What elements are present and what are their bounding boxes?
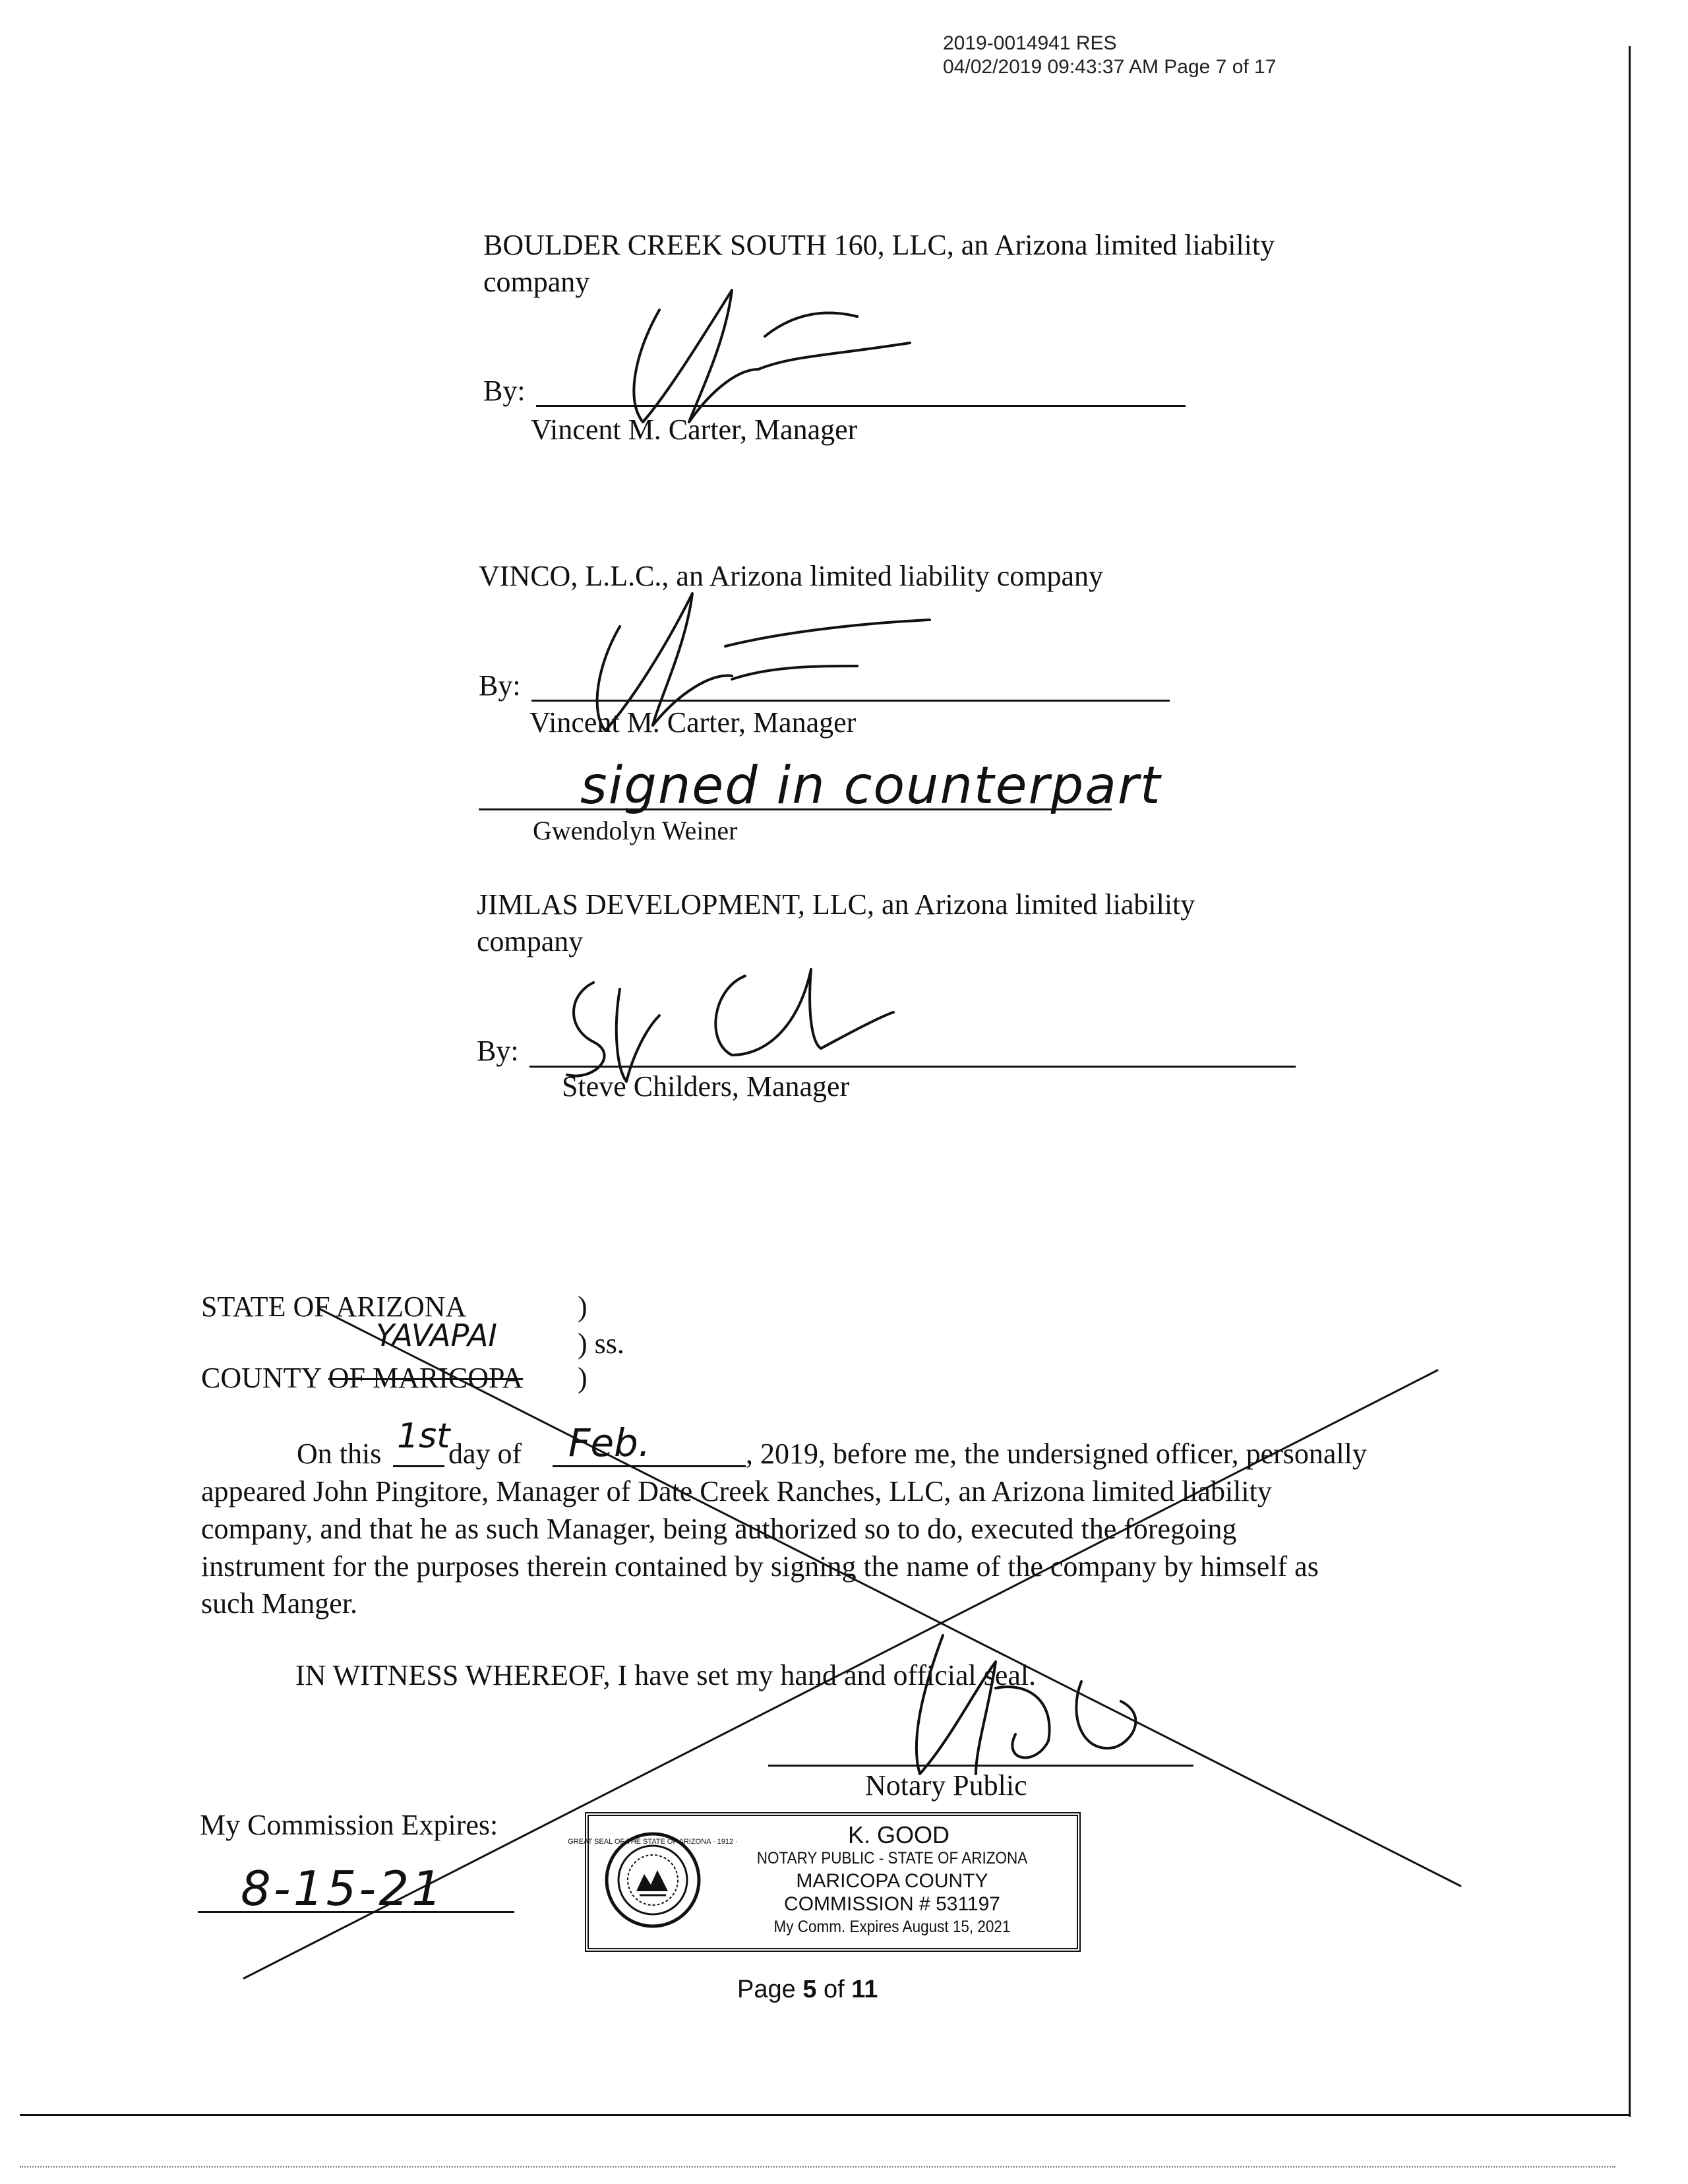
signature-vincent-carter-2 (597, 593, 930, 731)
entity-boulder-creek-cont: company (483, 266, 590, 298)
ack-line-rest: , 2019, before me, the undersigned officer, personally (746, 1438, 1367, 1470)
venue-paren: ) (578, 1362, 588, 1394)
ack-day-of: day of (448, 1438, 522, 1470)
signature-vincent-carter-1 (634, 290, 910, 422)
signer-name: Vincent M. Carter, Manager (529, 706, 857, 739)
counterpart-handwriting: signed in counterpart (580, 756, 1162, 816)
by-label: By: (483, 375, 526, 407)
by-label: By: (479, 669, 521, 702)
county-handwritten: YAVAPAI (376, 1318, 497, 1353)
cross-out-x (244, 1309, 1461, 1978)
witness-clause: IN WITNESS WHEREOF, I have set my hand and official seal. (295, 1659, 1037, 1691)
page-total: 11 (851, 1976, 878, 2003)
by-label: By: (477, 1035, 519, 1067)
signer-name: Vincent M. Carter, Manager (531, 413, 858, 446)
venue-paren: ) (578, 1290, 588, 1323)
commission-date-handwritten: 8-15-21 (241, 1861, 445, 1916)
ack-on-this: On this (297, 1438, 382, 1470)
venue-state: STATE OF ARIZONA (201, 1290, 467, 1323)
county-label: COUNTY (201, 1362, 328, 1394)
entity-jimlas-cont: company (477, 925, 584, 957)
ack-line-1: appeared John Pingitore, Manager of Date Creek Ranches, LLC, an Arizona limited liability (201, 1475, 1272, 1507)
day-handwritten: 1st (397, 1416, 450, 1456)
seal-line3: COMMISSION # 531197 (784, 1893, 1000, 1915)
venue-ss: ) ss. (578, 1327, 624, 1360)
seal-ring-text: GREAT SEAL OF THE STATE OF ARIZONA · 1912 · (568, 1838, 738, 1846)
entity-boulder-creek: BOULDER CREEK SOUTH 160, LLC, an Arizona limited liability (483, 229, 1275, 261)
ack-line-last: such Manger. (201, 1587, 358, 1620)
county-struck: OF MARICOPA (328, 1362, 524, 1394)
notary-public-label: Notary Public (865, 1769, 1027, 1802)
recording-timestamp: 04/02/2019 09:43:37 AM Page 7 of 17 (943, 56, 1277, 78)
month-handwritten: Feb. (568, 1420, 651, 1465)
seal-line4: My Comm. Expires August 15, 2021 (773, 1918, 1011, 1936)
ack-line-2: company, and that he as such Manager, being authorized so to do, executed the foregoing (201, 1513, 1237, 1545)
signer-name: Gwendolyn Weiner (533, 816, 738, 845)
recording-doc-number: 2019-0014941 RES (943, 32, 1117, 54)
ack-line-3: instrument for the purposes therein contained by signing the name of the company by himself as (201, 1550, 1319, 1583)
signature-steve-childers (567, 969, 893, 1081)
entity-vinco: VINCO, L.L.C., an Arizona limited liability company (479, 560, 1104, 592)
page-prefix: Page (737, 1976, 803, 2003)
seal-line2: MARICOPA COUNTY (796, 1870, 988, 1892)
seal-line1: NOTARY PUBLIC - STATE OF ARIZONA (756, 1849, 1028, 1867)
page-current: 5 (802, 1976, 817, 2003)
entity-jimlas: JIMLAS DEVELOPMENT, LLC, an Arizona limited liability (477, 888, 1195, 921)
seal-name: K. GOOD (847, 1821, 950, 1848)
signer-name: Steve Childers, Manager (562, 1070, 850, 1103)
page-of: of (816, 1976, 852, 2003)
commission-label: My Commission Expires: (200, 1809, 498, 1841)
